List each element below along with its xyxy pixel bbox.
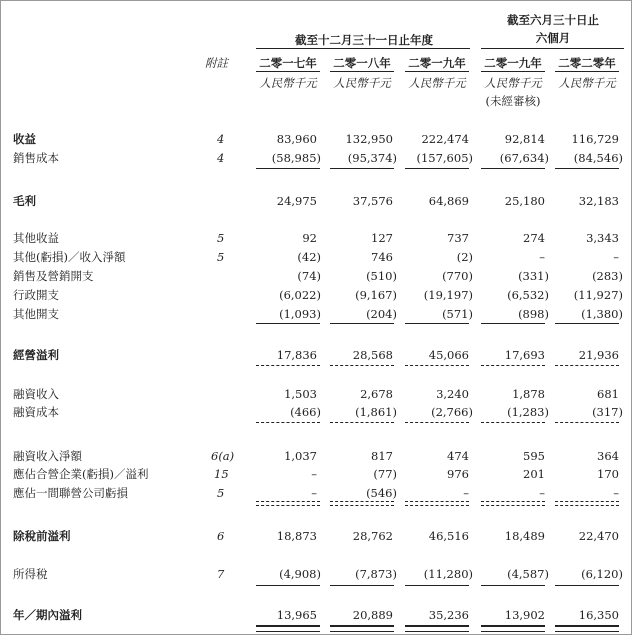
row-note: 5: [217, 486, 225, 500]
year-header-2019: 二零一九年: [408, 56, 466, 70]
year-underline-2020-h1: [555, 71, 619, 72]
cell-value: 127: [371, 231, 393, 245]
cell-value: 13,965: [276, 608, 317, 622]
cell-value: (157,605): [416, 151, 473, 165]
group-underline-full-year: [256, 48, 470, 49]
cell-value: 92: [302, 231, 317, 245]
cell-value: (74): [297, 269, 321, 283]
row-label-income-tax: 所得稅: [13, 567, 48, 581]
cell-value: –: [613, 486, 619, 500]
total-double-rule: [481, 625, 545, 632]
cell-value: 364: [597, 449, 619, 463]
cell-value: 24,975: [276, 194, 317, 208]
cell-value: 474: [447, 449, 469, 463]
cell-value: 20,889: [352, 608, 393, 622]
dashed-rule: [330, 365, 394, 366]
dashed-rule: [256, 365, 320, 366]
cell-value: (84,546): [573, 151, 623, 165]
cell-value: (6,022): [279, 288, 321, 302]
cell-value: 595: [523, 449, 545, 463]
row-label-finance-costs: 融資成本: [13, 405, 59, 419]
year-header-2018: 二零一八年: [333, 56, 391, 70]
cell-value: 92,814: [504, 132, 545, 146]
cell-value: 1,037: [284, 449, 317, 463]
row-note: 4: [217, 132, 225, 146]
dashed-rule: [405, 422, 469, 423]
cell-value: –: [539, 486, 545, 500]
cell-value: 817: [371, 449, 393, 463]
group-header-six-months-line2: 六個月: [535, 31, 571, 45]
subtotal-rule: [405, 168, 469, 169]
cell-value: 976: [447, 467, 469, 481]
subtotal-rule: [256, 585, 320, 586]
cell-value: (9,167): [355, 288, 397, 302]
cell-value: 737: [447, 231, 469, 245]
cell-value: –: [539, 250, 545, 264]
cell-value: 21,936: [578, 348, 619, 362]
cell-value: (466): [290, 405, 321, 419]
group-underline-six-months: [481, 48, 624, 49]
year-underline-2019-h1: [481, 71, 545, 72]
cell-value: 132,950: [345, 132, 393, 146]
row-note: 6(a): [211, 449, 235, 463]
row-label-admin-expenses: 行政開支: [13, 288, 59, 302]
subtotal-rule: [330, 168, 394, 169]
double-dashed-rule: [481, 501, 545, 506]
cell-value: (4,587): [507, 567, 549, 581]
double-dashed-rule: [330, 501, 394, 506]
row-label-net-finance-income: 融資收入淨額: [13, 449, 82, 463]
dashed-rule: [256, 422, 320, 423]
row-label-operating-profit: 經營溢利: [13, 348, 59, 362]
cell-value: 28,568: [352, 348, 393, 362]
cell-value: (6,532): [507, 288, 549, 302]
cell-value: (4,908): [279, 567, 321, 581]
year-header-2020-h1: 二零二零年: [558, 56, 616, 70]
year-header-2019-h1: 二零一九年: [484, 56, 542, 70]
cell-value: (204): [366, 307, 397, 321]
cell-value: 83,960: [276, 132, 317, 146]
row-note: 4: [217, 151, 225, 165]
row-note: 15: [214, 467, 229, 481]
cell-value: 2,678: [360, 387, 393, 401]
cell-value: 45,066: [428, 348, 469, 362]
cell-value: (283): [592, 269, 623, 283]
cell-value: (898): [518, 307, 549, 321]
cell-value: (6,120): [581, 567, 623, 581]
cell-value: 3,343: [586, 231, 619, 245]
cell-value: 201: [523, 467, 545, 481]
cell-value: 13,902: [504, 608, 545, 622]
cell-value: (42): [297, 250, 321, 264]
cell-value: (95,374): [347, 151, 397, 165]
cell-value: 37,576: [352, 194, 393, 208]
cell-value: 28,762: [352, 529, 393, 543]
year-underline-2019: [405, 71, 469, 72]
dashed-rule: [481, 422, 545, 423]
cell-value: (1,283): [507, 405, 549, 419]
cell-value: 18,873: [276, 529, 317, 543]
subtotal-rule: [256, 168, 320, 169]
double-dashed-rule: [256, 501, 320, 506]
cell-value: (67,634): [499, 151, 549, 165]
row-label-cost-of-sales: 銷售成本: [13, 151, 59, 165]
row-note: 7: [217, 567, 225, 581]
cell-value: (510): [366, 269, 397, 283]
cell-value: –: [613, 250, 619, 264]
row-note: 5: [217, 231, 225, 245]
subtotal-rule: [481, 585, 545, 586]
year-header-2017: 二零一七年: [259, 56, 317, 70]
cell-value: (19,197): [423, 288, 473, 302]
cell-value: 25,180: [504, 194, 545, 208]
cell-value: 17,836: [276, 348, 317, 362]
unit-2019: 人民幣千元: [408, 76, 466, 90]
cell-value: (11,927): [573, 288, 623, 302]
cell-value: –: [311, 467, 317, 481]
row-label-selling-expenses: 銷售及營銷開支: [13, 269, 94, 283]
unit-2018: 人民幣千元: [333, 76, 391, 90]
cell-value: 116,729: [571, 132, 619, 146]
cell-value: (571): [442, 307, 473, 321]
subtotal-rule: [330, 323, 394, 324]
subtotal-rule: [330, 585, 394, 586]
row-label-other-net-income: 其他(虧損)／收入淨額: [13, 250, 126, 264]
cell-value: 274: [523, 231, 545, 245]
note-column-header: 附註: [205, 56, 228, 70]
cell-value: (2,766): [431, 405, 473, 419]
subtotal-rule: [555, 323, 619, 324]
row-label-share-of-joint-ventures: 應佔合營企業(虧損)／溢利: [13, 467, 149, 481]
subtotal-rule: [481, 168, 545, 169]
total-double-rule: [555, 625, 619, 632]
subtotal-rule: [481, 323, 545, 324]
cell-value: (58,985): [271, 151, 321, 165]
cell-value: 1,878: [512, 387, 545, 401]
subtotal-rule: [555, 168, 619, 169]
cell-value: 18,489: [504, 529, 545, 543]
row-label-revenue: 收益: [13, 132, 36, 146]
cell-value: (331): [518, 269, 549, 283]
cell-value: (11,280): [423, 567, 473, 581]
dashed-rule: [555, 422, 619, 423]
cell-value: –: [311, 486, 317, 500]
total-double-rule: [256, 625, 320, 632]
cell-value: 16,350: [578, 608, 619, 622]
total-double-rule: [330, 625, 394, 632]
row-label-profit-for-period: 年／期內溢利: [13, 608, 82, 622]
cell-value: 746: [371, 250, 393, 264]
unit-2019-h1: 人民幣千元: [484, 76, 542, 90]
cell-value: 1,503: [284, 387, 317, 401]
total-double-rule: [405, 625, 469, 632]
cell-value: 681: [597, 387, 619, 401]
row-label-other-revenue: 其他收益: [13, 231, 59, 245]
row-note: 5: [217, 250, 225, 264]
cell-value: 222,474: [421, 132, 469, 146]
cell-value: (1,380): [581, 307, 623, 321]
unit-2020-h1: 人民幣千元: [558, 76, 616, 90]
cell-value: 32,183: [578, 194, 619, 208]
dashed-rule: [330, 422, 394, 423]
double-dashed-rule: [405, 501, 469, 506]
cell-value: (770): [442, 269, 473, 283]
cell-value: 22,470: [578, 529, 619, 543]
row-note: 6: [217, 529, 225, 543]
cell-value: (1,861): [355, 405, 397, 419]
cell-value: (77): [373, 467, 397, 481]
group-header-full-year: 截至十二月三十一日止年度: [295, 33, 433, 47]
cell-value: 170: [597, 467, 619, 481]
row-label-share-of-associate: 應佔一間聯營公司虧損: [13, 486, 128, 500]
dashed-rule: [481, 365, 545, 366]
double-dashed-rule: [555, 501, 619, 506]
row-label-profit-before-tax: 除稅前溢利: [13, 529, 71, 543]
year-underline-2018: [330, 71, 394, 72]
cell-value: (7,873): [355, 567, 397, 581]
cell-value: (2): [456, 250, 473, 264]
cell-value: (1,093): [279, 307, 321, 321]
dashed-rule: [405, 365, 469, 366]
cell-value: 46,516: [428, 529, 469, 543]
unit-2017: 人民幣千元: [259, 76, 317, 90]
unaudited-label: (未經審核): [485, 94, 541, 108]
row-label-finance-income: 融資收入: [13, 387, 59, 401]
cell-value: (546): [366, 486, 397, 500]
row-label-gross-profit: 毛利: [13, 194, 36, 208]
year-underline-2017: [256, 71, 320, 72]
cell-value: 3,240: [436, 387, 469, 401]
dashed-rule: [555, 365, 619, 366]
cell-value: 64,869: [428, 194, 469, 208]
subtotal-rule: [256, 323, 320, 324]
cell-value: –: [463, 486, 469, 500]
subtotal-rule: [405, 585, 469, 586]
group-header-six-months-line1: 截至六月三十日止: [507, 13, 599, 27]
cell-value: (317): [592, 405, 623, 419]
subtotal-rule: [405, 323, 469, 324]
subtotal-rule: [555, 585, 619, 586]
cell-value: 35,236: [428, 608, 469, 622]
row-label-other-expenses: 其他開支: [13, 307, 59, 321]
cell-value: 17,693: [504, 348, 545, 362]
